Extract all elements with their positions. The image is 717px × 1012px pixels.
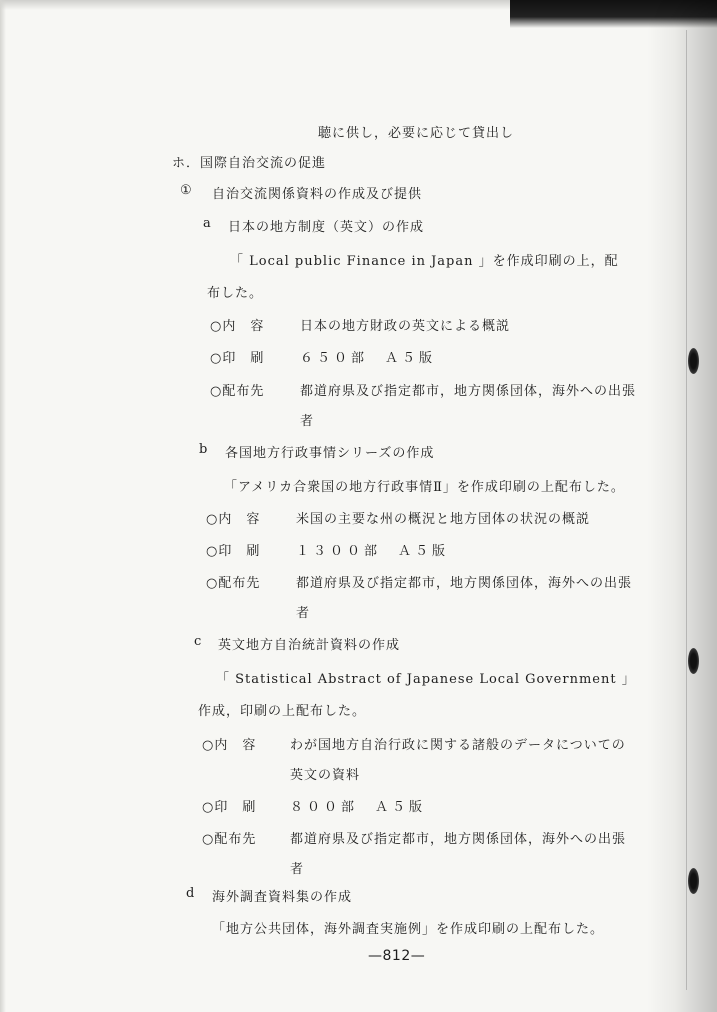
item-number: ① <box>180 183 192 198</box>
item-title-b: 各国地方行政事情シリーズの作成 <box>225 446 435 461</box>
field-value-cont: 者 <box>300 414 315 429</box>
binder-hole-1 <box>688 348 699 374</box>
text-line: 聴に供し，必要に応じて貸出し <box>318 126 515 141</box>
item-desc-c-cont: 作成，印刷の上配布した。 <box>198 704 367 719</box>
field-value-cont: 者 <box>296 606 311 621</box>
page-number: —812— <box>368 948 426 964</box>
field-key: ○内 容 <box>206 512 261 527</box>
item-label-a: a <box>203 216 211 231</box>
field-key: ○配布先 <box>202 832 257 847</box>
field-key: ○印 刷 <box>202 800 257 815</box>
item-desc-b: 「アメリカ合衆国の地方行政事情Ⅱ」を作成印刷の上配布した。 <box>224 480 625 495</box>
field-key: ○印 刷 <box>206 544 261 559</box>
item-title-d: 海外調査資料集の作成 <box>212 890 353 905</box>
item-label-c: c <box>194 634 202 649</box>
item-label-d: d <box>186 886 195 901</box>
field-value: 都道府県及び指定都市，地方関係団体，海外への出張 <box>300 384 637 399</box>
scan-shadow-left <box>0 0 6 1012</box>
section-heading: ホ．国際自治交流の促進 <box>172 156 327 171</box>
field-value: １３００部 Ａ５版 <box>296 544 450 559</box>
field-key: ○配布先 <box>206 576 261 591</box>
item-label-b: b <box>199 442 208 457</box>
subsection-heading: 自治交流関係資料の作成及び提供 <box>212 187 423 202</box>
field-key: ○内 容 <box>202 738 257 753</box>
item-desc-a-cont: 布した。 <box>207 286 264 301</box>
field-key: ○印 刷 <box>210 351 265 366</box>
field-key: ○配布先 <box>210 384 265 399</box>
field-key: ○内 容 <box>210 319 265 334</box>
scan-shadow-top <box>0 0 520 10</box>
item-desc-a: 「 Local public Finance in Japan 」を作成印刷の上，配 <box>230 254 619 269</box>
field-value: わが国地方自治行政に関する諸般のデータについての <box>290 738 626 753</box>
item-title-c: 英文地方自治統計資料の作成 <box>218 638 401 653</box>
field-value: ６５０部 Ａ５版 <box>300 351 437 366</box>
field-value: 都道府県及び指定都市，地方関係団体，海外への出張 <box>296 576 633 591</box>
field-value: ８００部 Ａ５版 <box>290 800 427 815</box>
binder-hole-3 <box>688 868 699 894</box>
field-value-cont: 者 <box>290 862 305 877</box>
binding-edge <box>686 30 687 990</box>
item-title-a: 日本の地方制度（英文）の作成 <box>228 220 425 235</box>
binding-shadow <box>647 0 717 1012</box>
item-desc-d: 「地方公共団体，海外調査実施例」を作成印刷の上配布した。 <box>212 922 605 937</box>
field-value: 米国の主要な州の概況と地方団体の状況の概説 <box>296 512 591 527</box>
item-desc-c: 「 Statistical Abstract of Japanese Local Government 」 <box>216 672 636 687</box>
field-value-cont: 英文の資料 <box>290 768 361 783</box>
field-value: 都道府県及び指定都市，地方関係団体，海外への出張 <box>290 832 627 847</box>
binder-hole-2 <box>688 648 699 674</box>
field-value: 日本の地方財政の英文による概説 <box>300 319 511 334</box>
